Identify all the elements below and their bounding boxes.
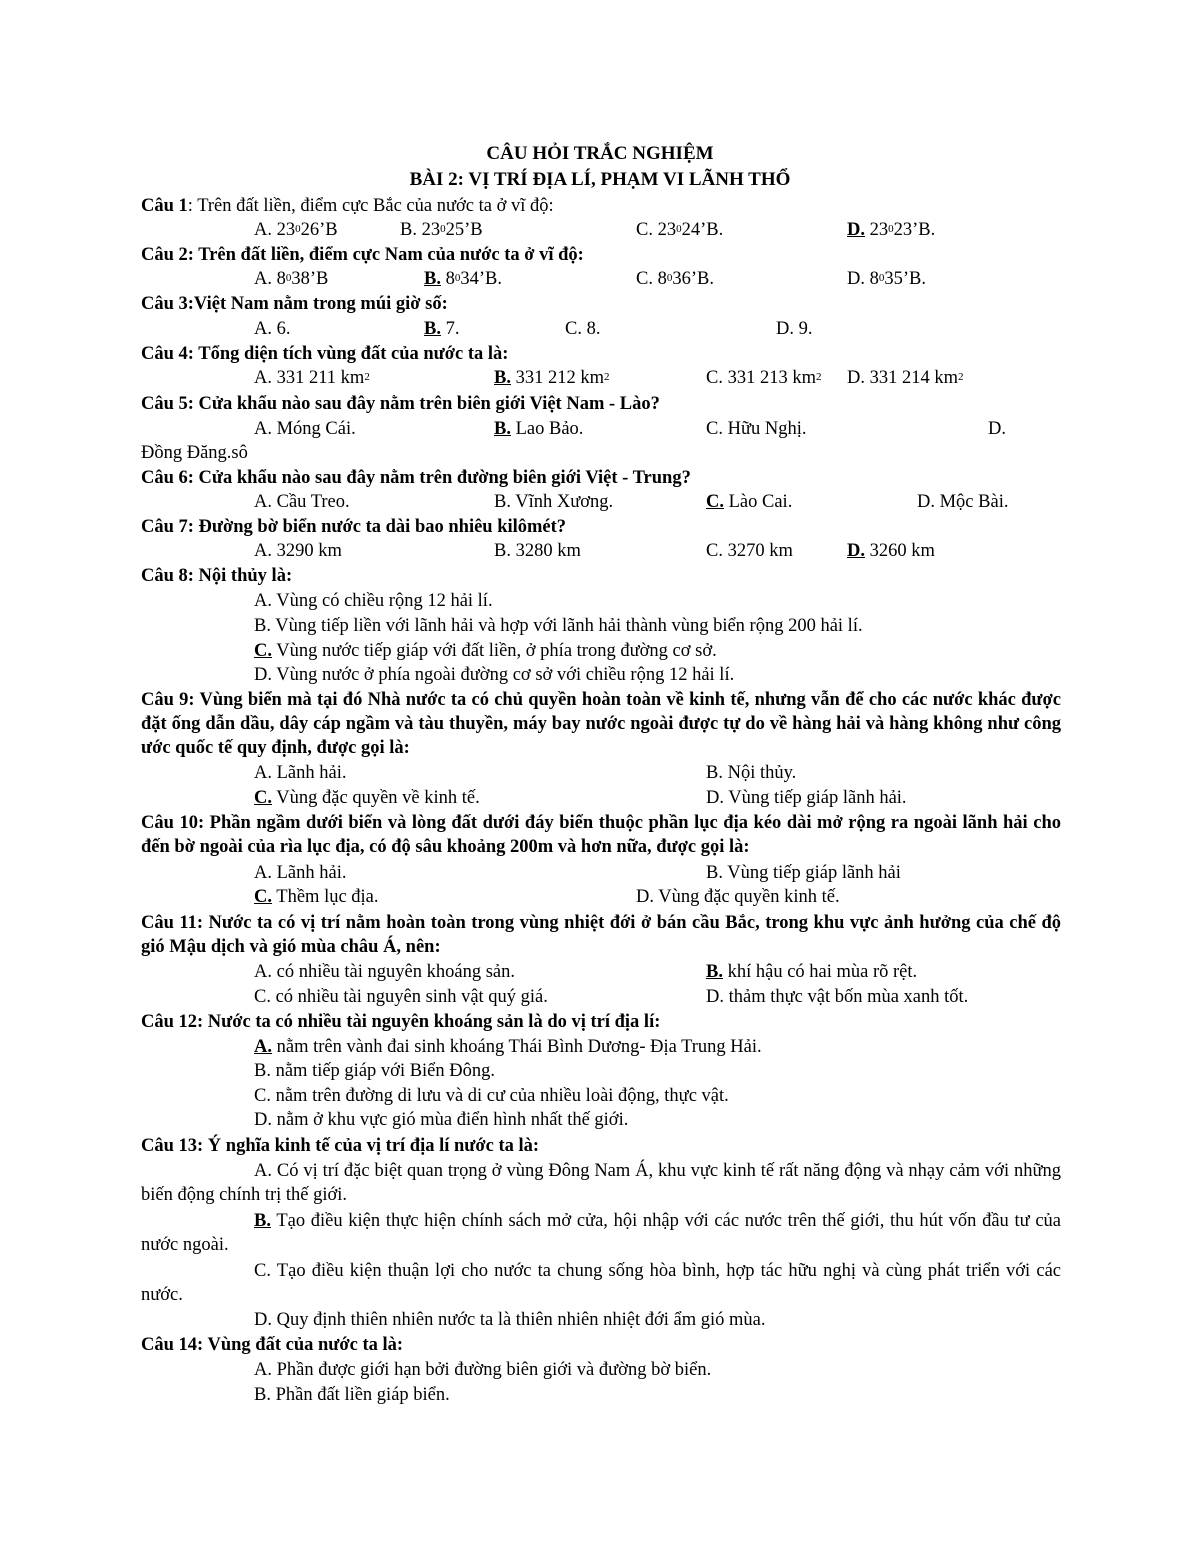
question-3: Câu 3:Việt Nam nằm trong múi giờ số: [141,294,448,314]
q11-option-d: D. thảm thực vật bốn mùa xanh tốt. [706,987,969,1007]
question-5: Câu 5: Cửa khẩu nào sau đây nằm trên biên giới Việt Nam - Lào? [141,394,660,414]
q2-option-b-answer: B. $8^034’B$. [424,269,502,289]
q1-option-d-answer: D. $23^023’B$. [847,220,936,240]
question-1-text: : Trên đất liền, điểm cực Bắc của nước ta ở vĩ độ: [187,196,554,216]
q12-option-d: D. nằm ở khu vực gió mùa điển hình nhất thế giới. [254,1110,629,1130]
q6-option-c-answer: C. Lào Cai. [706,492,793,512]
question-9: Câu 9: Vùng biển mà tại đó Nhà nước ta có chủ quyền hoàn toàn về kinh tế, nhưng vẫn để cho các nước khác được đặt ống dẫn dầu, dây cáp ngầm và tàu thuyền, máy bay nước ngoài được tự do về hàng hải và hàng không như công ước quốc tế quy định, được gọi là: [141,690,1061,758]
q6-option-d: D. Mộc Bài. [917,492,1009,512]
question-11: Câu 11: Nước ta có vị trí nằm hoàn toàn trong vùng nhiệt đới ở bán cầu Bắc, trong khu vực ảnh hưởng của chế độ gió Mậu dịch và gió mùa châu Á, nên: [141,913,1061,957]
q14-option-b: B. Phần đất liền giáp biển. [254,1385,450,1405]
q9-option-b: B. Nội thủy. [706,763,797,783]
q4-option-a: A. 331 211 $km^2$ [254,368,370,388]
q7-option-a: A. 3290 km [254,541,342,561]
q5-option-d-continued: Đồng Đăng.sô [141,443,248,463]
q2-option-d: D. $8^035’B$. [847,269,926,289]
page-subtitle: BÀI 2: VỊ TRÍ ĐỊA LÍ, PHẠM VI LÃNH THỔ [409,169,791,190]
q9-option-d: D. Vùng tiếp giáp lãnh hải. [706,788,907,808]
q10-option-a: A. Lãnh hải. [254,863,347,883]
q4-option-c: C. 331 213 $km^2$ [706,368,822,388]
q8-option-b: B. Vùng tiếp liền với lãnh hải và hợp với lãnh hải thành vùng biển rộng 200 hải lí. [254,616,863,636]
q4-option-b-answer: B. 331 212 $km^2$ [494,368,610,388]
question-4: Câu 4: Tổng diện tích vùng đất của nước ta là: [141,344,509,364]
q4-option-d: D. 331 214 $km^2$ [847,368,964,388]
q10-option-c-answer: C. Thềm lục địa. [254,887,379,907]
question-8: Câu 8: Nội thủy là: [141,566,293,586]
question-6: Câu 6: Cửa khẩu nào sau đây nằm trên đường biên giới Việt - Trung? [141,468,691,488]
q5-option-a: A. Móng Cái. [254,419,356,439]
q11-option-b-answer: B. khí hậu có hai mùa rõ rệt. [706,962,918,982]
q3-option-d: D. 9. [776,319,813,339]
q10-option-d: D. Vùng đặc quyền kinh tế. [636,887,840,907]
q5-option-d: D. [988,419,1006,439]
q3-option-c: C. 8. [565,319,601,339]
q13-option-d: D. Quy định thiên nhiên nước ta là thiên nhiên nhiệt đới ẩm gió mùa. [254,1310,766,1330]
q12-option-c: C. nằm trên đường di lưu và di cư của nhiều loài động, thực vật. [254,1086,729,1106]
q5-option-b-answer: B. Lao Bảo. [494,419,584,439]
question-1: Câu 1: Trên đất liền, điểm cực Bắc của nước ta ở vĩ độ: [141,196,554,216]
q7-option-c: C. 3270 km [706,541,793,561]
q1-option-c: C. $23^024’B$. [636,220,724,240]
q14-option-a: A. Phần được giới hạn bởi đường biên giới và đường bờ biển. [254,1360,712,1380]
q2-option-c: C. $8^036’B$. [636,269,714,289]
q13-option-a: A. Có vị trí đặc biệt quan trọng ở vùng Đông Nam Á, khu vực kinh tế rất năng động và nhạy cảm với những biến động chính trị thế giới. [141,1161,1061,1205]
q10-option-b: B. Vùng tiếp giáp lãnh hải [706,863,901,883]
q3-option-b-answer: B. 7. [424,319,460,339]
q3-option-a: A. 6. [254,319,291,339]
q8-option-a: A. Vùng có chiều rộng 12 hải lí. [254,591,493,611]
q9-option-a: A. Lãnh hải. [254,763,347,783]
q6-option-b: B. Vĩnh Xương. [494,492,614,512]
question-7: Câu 7: Đường bờ biển nước ta dài bao nhiêu kilômét? [141,517,567,537]
q7-option-d-answer: D. 3260 km [847,541,935,561]
q11-option-c: C. có nhiều tài nguyên sinh vật quý giá. [254,987,548,1007]
question-2: Câu 2: Trên đất liền, điểm cực Nam của nước ta ở vĩ độ: [141,245,584,265]
question-12: Câu 12: Nước ta có nhiều tài nguyên khoáng sản là do vị trí địa lí: [141,1012,661,1032]
q12-option-b: B. nằm tiếp giáp với Biển Đông. [254,1061,496,1081]
question-14: Câu 14: Vùng đất của nước ta là: [141,1335,404,1355]
q1-option-b: B. $23^025’B$ [400,220,483,240]
q8-option-c-answer: C. Vùng nước tiếp giáp với đất liền, ở phía trong đường cơ sở. [254,641,717,661]
q11-option-a: A. có nhiều tài nguyên khoáng sản. [254,962,515,982]
q1-option-a: A. $23^026’B$ [254,220,338,240]
question-10: Câu 10: Phần ngầm dưới biển và lòng đất dưới đáy biển thuộc phần lục địa kéo dài mở rộng ra ngoài lãnh hải cho đến bờ ngoài của rìa lục địa, có độ sâu khoảng 200m và hơn nữa, được gọi là: [141,813,1061,857]
q5-option-c: C. Hữu Nghị. [706,419,807,439]
q2-option-a: A. $8^038’B$ [254,269,329,289]
q8-option-d: D. Vùng nước ở phía ngoài đường cơ sở với chiều rộng 12 hải lí. [254,665,735,685]
question-13: Câu 13: Ý nghĩa kinh tế của vị trí địa lí nước ta là: [141,1136,540,1156]
page-title: CÂU HỎI TRẮC NGHIỆM [486,143,714,164]
q7-option-b: B. 3280 km [494,541,581,561]
q13-option-b-answer: B. Tạo điều kiện thực hiện chính sách mở cửa, hội nhập với các nước trên thế giới, thu hút vốn đầu tư của nước ngoài. [141,1211,1061,1255]
question-2-text: : Trên đất liền, điểm cực Nam của nước ta ở vĩ độ: [187,245,584,265]
q9-option-c-answer: C. Vùng đặc quyền về kinh tế. [254,788,480,808]
q13-option-c: C. Tạo điều kiện thuận lợi cho nước ta chung sống hòa bình, hợp tác hữu nghị và cùng phát triển với các nước. [141,1261,1061,1305]
q6-option-a: A. Cầu Treo. [254,492,350,512]
q12-option-a-answer: A. nằm trên vành đai sinh khoáng Thái Bình Dương- Địa Trung Hải. [254,1037,762,1057]
